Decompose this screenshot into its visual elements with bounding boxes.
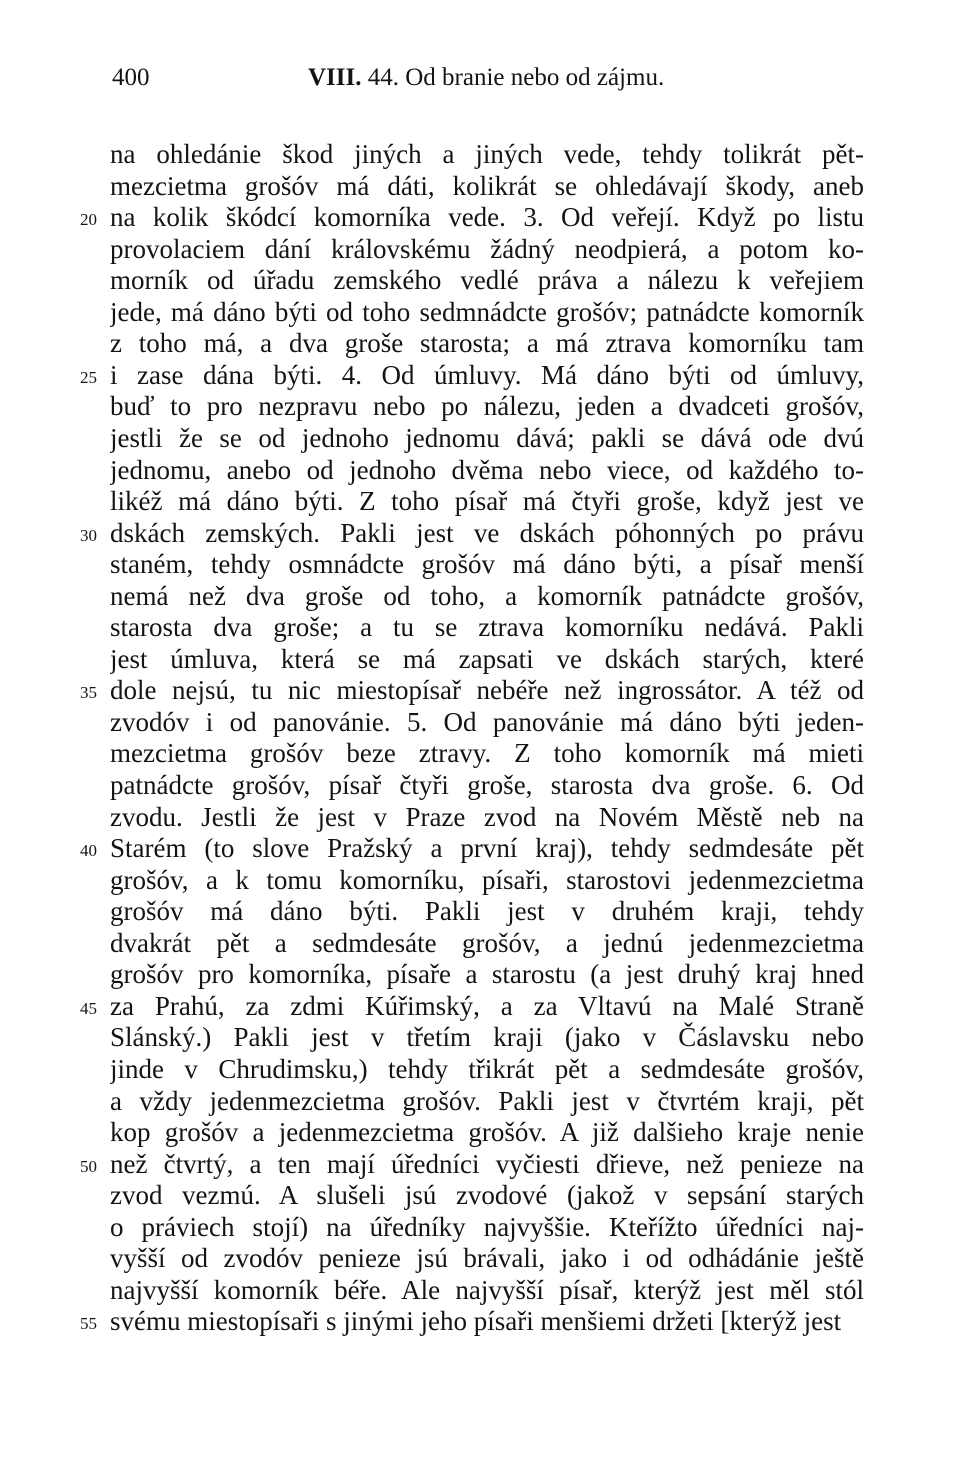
text-line: Slánský.) Pakli jest v třetím kraji (jako v Čáslavsku nebo — [110, 1022, 864, 1053]
text-line: likéž má dáno býti. Z toho písař má čtyři groše, když jest ve — [110, 486, 864, 517]
text-line: zvodóv i od panovánie. 5. Od panovánie má dáno býti jeden- — [110, 706, 864, 737]
text-line: patnádcte grošóv, písař čtyři groše, starosta dva groše. 6. Od — [110, 770, 864, 800]
section-title: 44. Od branie nebo od zájmu. — [367, 64, 665, 91]
text-line: staném, tehdy osmnádcte grošóv má dáno býti, a písař menší — [110, 549, 864, 580]
page-number: 400 — [112, 64, 150, 91]
text-line: grošóv, a k tomu komorníku, písaři, starostovi jedenmezcietma — [110, 864, 864, 895]
text-line: Starém (to slove Pražský a první kraj), tehdy sedmdesáte pět — [110, 833, 864, 864]
text-line: dskách zemských. Pakli jest ve dskách póhonných po právu — [110, 517, 864, 548]
page-header — [112, 64, 862, 104]
margin-line-number: 50 — [80, 1156, 97, 1176]
text-line: než čtvrtý, a ten mají úředníci vyčiesti dřieve, než penieze na — [110, 1148, 864, 1179]
margin-line-number: 35 — [80, 683, 97, 703]
text-line: jest úmluva, která se má zapsati ve dskách starých, které — [110, 643, 864, 674]
margin-line-number: 30 — [80, 525, 97, 545]
margin-line-number: 20 — [80, 210, 97, 230]
text-line: provolaciem dání královskému žádný neodpierá, a potom ko- — [110, 233, 864, 264]
text-line: morník od úřadu zemského vedlé práva a nálezu k veřejiem — [110, 265, 864, 296]
text-line: buď to pro nezpravu nebo po nálezu, jeden a dvadceti grošóv, — [110, 391, 864, 422]
text-line: vyšší od zvodóv penieze jsú brávali, jako i od odhádánie ještě — [110, 1243, 864, 1274]
text-line: kop grošóv a jedenmezcietma grošóv. A již dalšieho kraje nenie — [110, 1117, 864, 1148]
margin-line-number: 40 — [80, 841, 97, 861]
text-line: za Prahú, za zdmi Kúřimský, a za Vltavú na Malé Straně — [110, 990, 864, 1021]
text-line: i zase dána býti. 4. Od úmluvy. Má dáno býti od úmluvy, — [110, 359, 864, 390]
text-line: na kolik škódcí komorníka vede. 3. Od veřejí. Když po listu — [110, 202, 864, 233]
text-line: nemá než dva groše od toho, a komorník patnádcte grošóv, — [110, 580, 864, 611]
text-line: mezcietma grošóv má dáti, kolikrát se ohledávají škody, aneb — [110, 170, 864, 201]
margin-line-number: 45 — [80, 998, 97, 1018]
text-line: starosta dva groše; a tu se ztrava komorníku nedává. Pakli — [110, 612, 864, 643]
margin-line-number: 55 — [80, 1314, 97, 1334]
text-line: dole nejsú, tu nic miestopísař nebéře než ingrossátor. A též od — [110, 675, 864, 706]
running-head — [308, 64, 664, 92]
text-line: jednomu, anebo od jednoho dvěma nebo viece, od každého to- — [110, 454, 864, 485]
section-roman-numeral: VIII. — [308, 64, 362, 91]
text-line: z toho má, a dva groše starosta; a má ztrava komorníku tam — [110, 328, 864, 359]
text-line: dvakrát pět a sedmdesáte grošóv, a jednú jedenmezcietma — [110, 927, 864, 958]
text-line: jestli že se od jednoho jednomu dává; pakli se dává ode dvú — [110, 422, 864, 453]
text-line: jinde v Chrudimsku,) tehdy třikrát pět a sedmdesáte grošóv, — [110, 1053, 864, 1084]
text-line: zvodu. Jestli že jest v Praze zvod na Novém Městě neb na — [110, 801, 864, 832]
margin-line-number: 25 — [80, 367, 97, 387]
text-line: najvyšší komorník béře. Ale najvyšší písař, kterýž jest měl stól — [110, 1274, 864, 1305]
text-line: a vždy jedenmezcietma grošóv. Pakli jest v čtvrtém kraji, pět — [110, 1085, 864, 1116]
text-line: mezcietma grošóv beze ztravy. Z toho komorník má mieti — [110, 738, 864, 769]
text-line: grošóv má dáno býti. Pakli jest v druhém kraji, tehdy — [110, 896, 864, 927]
text-line: zvod vezmú. A slušeli jsú zvodové (jakož v sepsání starých — [110, 1180, 864, 1211]
text-line: svému miestopísaři s jinými jeho písaři menšiemi držeti [kterýž jest — [110, 1306, 842, 1337]
text-line: o práviech stojí) na úředníky najvyššie. Kteřížto úředníci naj- — [110, 1211, 864, 1242]
text-line: na ohledánie škod jiných a jiných vede, tehdy tolikrát pět- — [110, 139, 864, 169]
text-line: grošóv pro komorníka, písaře a starostu (a jest druhý kraj hned — [110, 959, 864, 990]
text-line: jede, má dáno býti od toho sedmnádcte grošóv; patnádcte komorník — [110, 296, 864, 327]
